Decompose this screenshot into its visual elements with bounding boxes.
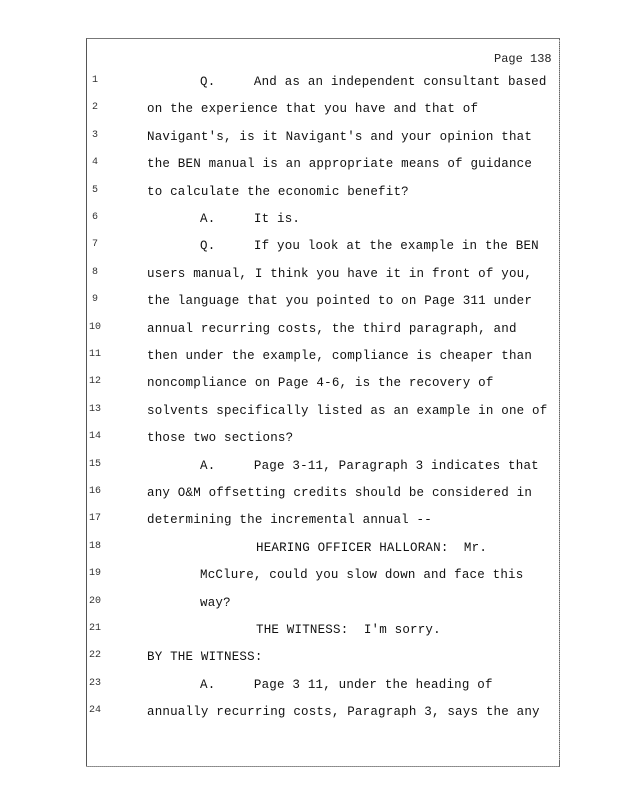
line-text: McClure, could you slow down and face this (200, 568, 524, 583)
transcript-line (0, 650, 618, 670)
transcript-line (0, 541, 618, 561)
transcript-line (0, 376, 618, 396)
transcript-line (0, 267, 618, 287)
transcript-line (0, 459, 618, 479)
line-number: 21 (88, 623, 101, 634)
line-text: A. Page 3-11, Paragraph 3 indicates that (200, 458, 539, 473)
line-text: Q. If you look at the example in the BEN (200, 239, 539, 254)
line-text: the BEN manual is an appropriate means of guidance (147, 157, 533, 172)
transcript-line (0, 596, 618, 616)
transcript-line (0, 486, 618, 506)
line-number: 11 (88, 349, 101, 360)
line-number: 23 (88, 677, 101, 689)
line-text: way? (200, 595, 231, 610)
transcript-line (0, 239, 618, 259)
bottom-border (86, 764, 558, 767)
line-number: 22 (88, 650, 101, 662)
transcript-line (0, 349, 618, 369)
line-number: 18 (88, 540, 101, 552)
line-number: 6 (91, 212, 98, 223)
line-number: 8 (91, 266, 98, 278)
line-number: 15 (88, 458, 101, 470)
line-text: users manual, I think you have it in front of you, (147, 266, 533, 281)
line-text: any O&M offsetting credits should be considered in (147, 486, 533, 500)
line-number: 9 (91, 294, 98, 306)
transcript-line (0, 185, 618, 205)
line-text: the language that you pointed to on Page 311 under (147, 294, 533, 309)
line-number: 3 (91, 129, 98, 141)
line-number: 5 (91, 184, 98, 196)
line-text: determining the incremental annual -- (147, 513, 432, 528)
line-number: 1 (91, 75, 98, 86)
transcript-line (0, 294, 618, 314)
line-number: 20 (88, 595, 101, 607)
line-text: A. Page 3 11, under the heading of (200, 677, 493, 692)
line-text: then under the example, compliance is cheaper than (147, 349, 533, 363)
transcript-line (0, 322, 618, 342)
transcript-line (0, 431, 618, 451)
line-number: 14 (88, 431, 101, 443)
line-text: A. It is. (200, 212, 301, 226)
transcript-line (0, 568, 618, 588)
page-number: Page 138 (494, 52, 552, 66)
line-text: HEARING OFFICER HALLORAN: Mr. (256, 540, 488, 555)
transcript-line (0, 130, 618, 150)
line-number: 17 (88, 513, 101, 525)
line-text: annually recurring costs, Paragraph 3, says the any (147, 705, 540, 720)
transcript-line (0, 678, 618, 698)
line-number: 2 (91, 102, 98, 114)
line-text: solvents specifically listed as an example in one of (147, 403, 548, 418)
line-number: 19 (88, 568, 101, 580)
transcript-line (0, 157, 618, 177)
transcript-line (0, 705, 618, 725)
line-text: BY THE WITNESS: (147, 650, 263, 665)
line-number: 12 (88, 376, 101, 388)
line-number: 10 (88, 321, 101, 333)
line-text: those two sections? (147, 431, 294, 446)
line-text: annual recurring costs, the third paragraph, and (147, 321, 517, 336)
line-text: to calculate the economic benefit? (147, 184, 409, 199)
transcript-line (0, 404, 618, 424)
transcript-line (0, 623, 618, 643)
transcript-line (0, 102, 618, 122)
transcript-line (0, 513, 618, 533)
line-text: THE WITNESS: I'm sorry. (256, 623, 441, 637)
line-text: Q. And as an independent consultant based (200, 75, 547, 89)
line-number: 4 (91, 157, 98, 169)
line-text: on the experience that you have and that of (147, 102, 479, 117)
line-number: 7 (91, 239, 98, 251)
line-text: noncompliance on Page 4-6, is the recovery of (147, 376, 494, 391)
line-number: 16 (88, 486, 101, 497)
transcript-line (0, 212, 618, 232)
line-number: 13 (88, 403, 101, 415)
line-number: 24 (88, 705, 101, 717)
line-text: Navigant's, is it Navigant's and your opinion that (147, 129, 533, 144)
transcript-line (0, 75, 618, 95)
